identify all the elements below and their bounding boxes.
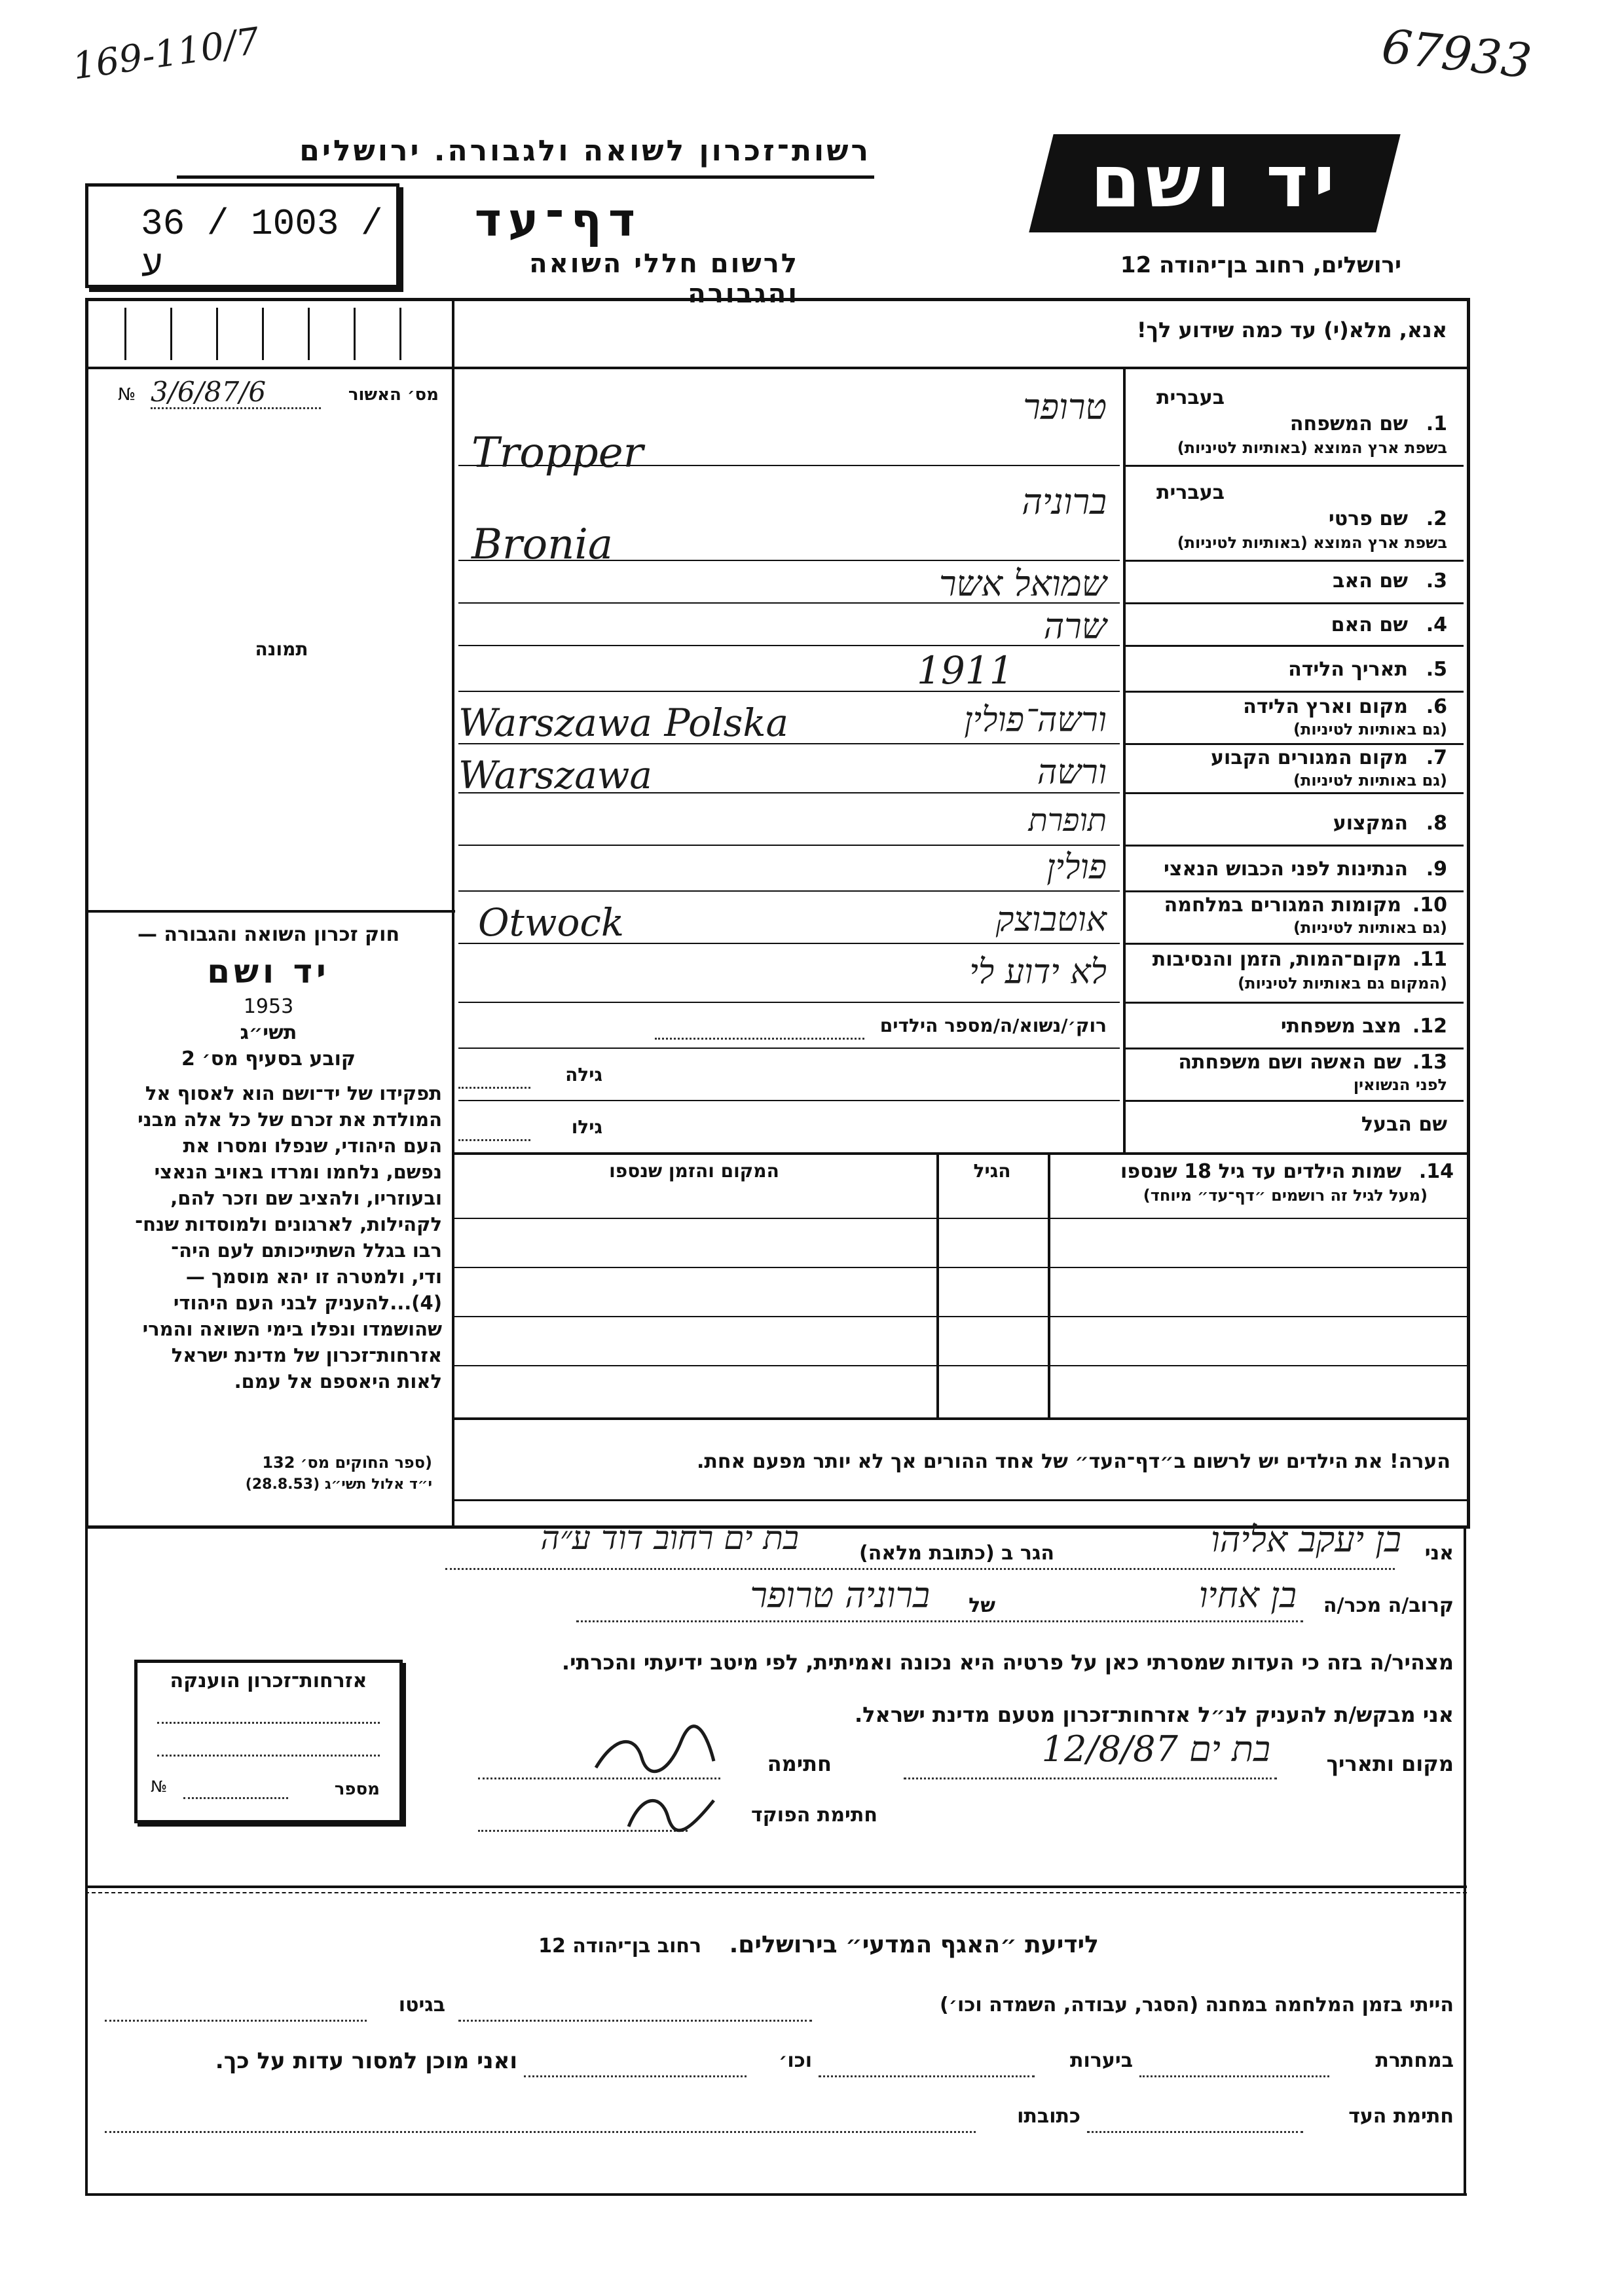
law-line: (4)...להעניק לבני העם היהודי [173, 1292, 442, 1314]
field-5-num: 5. [1426, 658, 1447, 681]
instruction: אנא, מלא(י) עד כמה שידוע לך! [1136, 318, 1447, 342]
field-12-label: מצב משפחתי [1280, 1015, 1401, 1038]
field-1-latin: Tropper [471, 429, 644, 477]
field-10-value: אוטבוצק [995, 900, 1107, 939]
handwritten-reference: 169-110/7 [69, 20, 263, 88]
field-9-num: 9. [1426, 858, 1447, 881]
field-1-sub: בשפת ארץ המוצא (באותיות לטיניות) [1177, 439, 1447, 457]
law-line: המולדת את זכרם של כל אלה מבני [138, 1108, 442, 1131]
decl-relative: קרוב/ה מכר/ה [1323, 1594, 1454, 1617]
field-2-latin: Bronia [471, 520, 613, 569]
law-line: לאות היאספם אל עמם. [234, 1370, 442, 1393]
law-text [98, 1080, 442, 1394]
law-line: שהושמדו ונפלו בימי השואה והמרי [142, 1318, 442, 1340]
field-13-num: 13. [1412, 1051, 1447, 1074]
approval-label: מס׳ האשור [348, 385, 439, 405]
footer-forests: ביערות [1070, 2049, 1133, 2072]
decl-of-value: ברוניה טרופר [750, 1575, 930, 1616]
witness-signature [589, 1722, 720, 1781]
field-8-num: 8. [1426, 812, 1447, 835]
decl-request: אני מבקש/ת להעניק לנ״ל אזרחות־זכרון מטעם מדינת ישראל. [855, 1702, 1454, 1727]
address: ירושלים, רחוב בן־יהודה 12 [1120, 252, 1401, 278]
decl-of: של [969, 1594, 995, 1617]
law-name: יד ושם [207, 953, 330, 991]
footer-witness-signature: חתימת העד [1348, 2105, 1454, 2128]
field-8-value: תופרת [1028, 802, 1107, 839]
field-13-sub: לפני הנשואין [1353, 1076, 1447, 1094]
law-year-greg: 1953 [243, 995, 294, 1018]
field-1-label: שם המשפחה [1289, 412, 1408, 435]
law-clause: קובע בסעיף מס׳ 2 [181, 1048, 356, 1070]
field-11-value: לא ידוע לי [969, 953, 1107, 992]
decl-place-date-value: בת ים 12/8/87 [1041, 1728, 1270, 1770]
decl-relation-value: בן אחיו [1198, 1575, 1297, 1616]
field-7-latin: Warszawa [458, 753, 653, 797]
footer-ghetto: בגיטו [398, 1994, 445, 2016]
yad-vashem-logo [1029, 134, 1400, 232]
children-label: שמות הילדים עד גיל 18 שנספו [1120, 1160, 1401, 1183]
field-10-sub: (גם באותיות לטיניות) [1293, 919, 1447, 937]
decl-name-value: בן יעקב אליהו [1210, 1519, 1401, 1560]
children-place-header: המקום והזמן שנספו [609, 1160, 779, 1182]
law-line: אזרחות־זכרון של מדינת ישראל [171, 1344, 442, 1366]
law-line: ודי, ולמטרה זו יהא מוסמך — [185, 1266, 442, 1288]
field-8-label: המקצוע [1333, 812, 1408, 835]
wife-age-label: גילה [565, 1064, 602, 1085]
field-2-lang: בעברית [1156, 481, 1225, 504]
field-4-label: שם האם [1331, 613, 1408, 636]
field-2-label: שם פרטי [1328, 507, 1408, 530]
field-3-label: שם האב [1333, 570, 1408, 592]
law-line: לקהילות, לארגונים ולמוסדות שנח־ [135, 1213, 442, 1235]
decl-statement: מצהיר/ה בזה כי העדות שמסרתי כאן על פרטיה היא נכונה ואמיתית, לפי מיטב ידיעתי והכרתי. [561, 1650, 1454, 1675]
photo-label: תמונה [255, 638, 308, 660]
authority-title: רשות־זכרון לשואה ולגבורה. ירושלים [299, 134, 871, 168]
husband-age-label: גילו [571, 1116, 602, 1138]
field-1-num: 1. [1426, 412, 1447, 435]
citizenship-no-sign: № [151, 1777, 167, 1796]
law-heading: חוק זכרון השואה והגבורה — [137, 923, 400, 946]
field-12-value: רוק׳/נשוא/ה/מספר הילדים [879, 1015, 1107, 1036]
field-12-num: 12. [1412, 1015, 1447, 1038]
field-3-num: 3. [1426, 570, 1447, 592]
field-9-value: פולין [1046, 848, 1107, 887]
law-year-heb: תשי״ג [240, 1021, 297, 1044]
field-13-label: שם האשה ושם משפחתה [1178, 1051, 1401, 1074]
field-6-label: מקום וארץ הלידה [1243, 695, 1408, 718]
handwritten-record-number: 67933 [1379, 18, 1534, 89]
approval-no-sign: № [118, 385, 136, 405]
field-6-latin: Warszawa Polska [458, 701, 789, 745]
field-5-label: תאריך הלידה [1288, 658, 1408, 681]
field-9-label: הנתינות לפני הכבוש הנאצי [1164, 858, 1408, 881]
field-11-num: 11. [1412, 948, 1447, 971]
field-7-num: 7. [1426, 746, 1447, 769]
footer-heading [458, 1931, 1179, 1958]
decl-address-value: בת ים רחוב דוד ע״ה [540, 1519, 799, 1557]
citizenship-title: אזרחות־זכרון הוענקה [170, 1669, 367, 1692]
field-4-value: שרה [1043, 606, 1107, 647]
decl-signature-label: חתימה [767, 1751, 832, 1776]
law-line: העם היהודי, שנפלו ומסרו את [183, 1135, 442, 1157]
footer-camp: הייתי בזמן המלחמה במחנה (הסגר, עבודה, השמדה וכו׳) [940, 1994, 1454, 2016]
law-line: רבו בגלל השתייכותם לעם היה־ [171, 1239, 442, 1262]
footer-heading-text: לידיעת ״האגף המדעי״ בירושלים. [729, 1931, 1099, 1958]
field-10-latin: Otwock [478, 900, 625, 945]
field-10-num: 10. [1412, 894, 1447, 917]
official-signature [622, 1787, 720, 1840]
form-title: דף־עד [474, 193, 642, 247]
field-6-sub: (גם באותיות לטיניות) [1293, 720, 1447, 738]
children-sub: (מעל לגיל זה רושמים ״דף־עד״ מיוחד) [1143, 1186, 1428, 1205]
field-1-hebrew: טרופר [1023, 386, 1107, 428]
field-6-value: ורשה־פולין [964, 701, 1107, 740]
field-5-value: 1911 [917, 648, 1014, 693]
field-6-num: 6. [1426, 695, 1447, 718]
law-line: נפשם, נלחמו ומרדו באויב הנאצי [154, 1161, 442, 1183]
field-7-label: מקום המגורים הקבוע [1211, 746, 1408, 769]
field-2-num: 2. [1426, 507, 1447, 530]
citizenship-box [134, 1660, 403, 1823]
children-age-header: הגיל [973, 1160, 1011, 1182]
field-1-lang: בעברית [1156, 386, 1225, 409]
footer-witness-address: כתובתו [1017, 2105, 1080, 2128]
footer-etc: וכו׳ [779, 2049, 812, 2072]
field-10-label: מקומות המגורים במלחמה [1164, 894, 1401, 917]
field-7-sub: (גם באותיות לטיניות) [1293, 771, 1447, 790]
law-ref-1: (ספר החוקים מס׳ 132 [262, 1453, 432, 1472]
decl-i-am: אני [1424, 1542, 1454, 1565]
footer-testimony: ואני מוכן למסור עדות על כך. [215, 2048, 517, 2074]
field-11-label: מקום־המות, הזמן והנסיבות [1152, 948, 1401, 971]
official-signature-label: חתימת הפוקד [751, 1804, 877, 1827]
footer-address: רחוב בן־יהודה 12 [538, 1935, 702, 1958]
law-line: תפקידו של יד־ושם הוא לאסוף אל [145, 1082, 442, 1104]
field-4-num: 4. [1426, 613, 1447, 636]
husband-label: שם הבעל [1361, 1113, 1447, 1136]
decl-residing: הגר ב (כתובת מלאה) [858, 1542, 1054, 1565]
approval-number: 3/6/87/6 [151, 376, 267, 408]
footer-underground: במחתרת [1375, 2049, 1454, 2072]
field-2-sub: בשפת ארץ המוצא (באותיות לטיניות) [1177, 534, 1447, 552]
approval-number-area [105, 376, 439, 412]
field-7-value: ורשה [1037, 753, 1107, 792]
box-number: 36 / 1003 / ע [141, 203, 383, 287]
note: הערה! את הילדים יש לרשום ב״דף־העד״ של אחד ההורים אך לא יותר מפעם אחת. [697, 1450, 1450, 1473]
logo-text: יד ושם [1090, 139, 1340, 223]
field-3-value: שמואל אשר [938, 563, 1107, 604]
field-2-hebrew: ברוניה [1022, 481, 1107, 522]
citizenship-number-label: מספר [334, 1779, 380, 1799]
law-line: ובעוזריו, ולהציב שם וזכר להם, [170, 1187, 442, 1209]
form-subtitle: לרשום חללי השואה והגבורה [529, 249, 799, 309]
children-num: 14. [1418, 1160, 1454, 1183]
reference-number-box [85, 183, 399, 288]
law-ref-2: י״ד אלול תשי״ג (28.8.53) [245, 1476, 432, 1493]
decl-place-date: מקום ותאריך [1326, 1751, 1454, 1776]
field-11-sub: (המקום גם באותיות לטיניות) [1238, 974, 1447, 993]
